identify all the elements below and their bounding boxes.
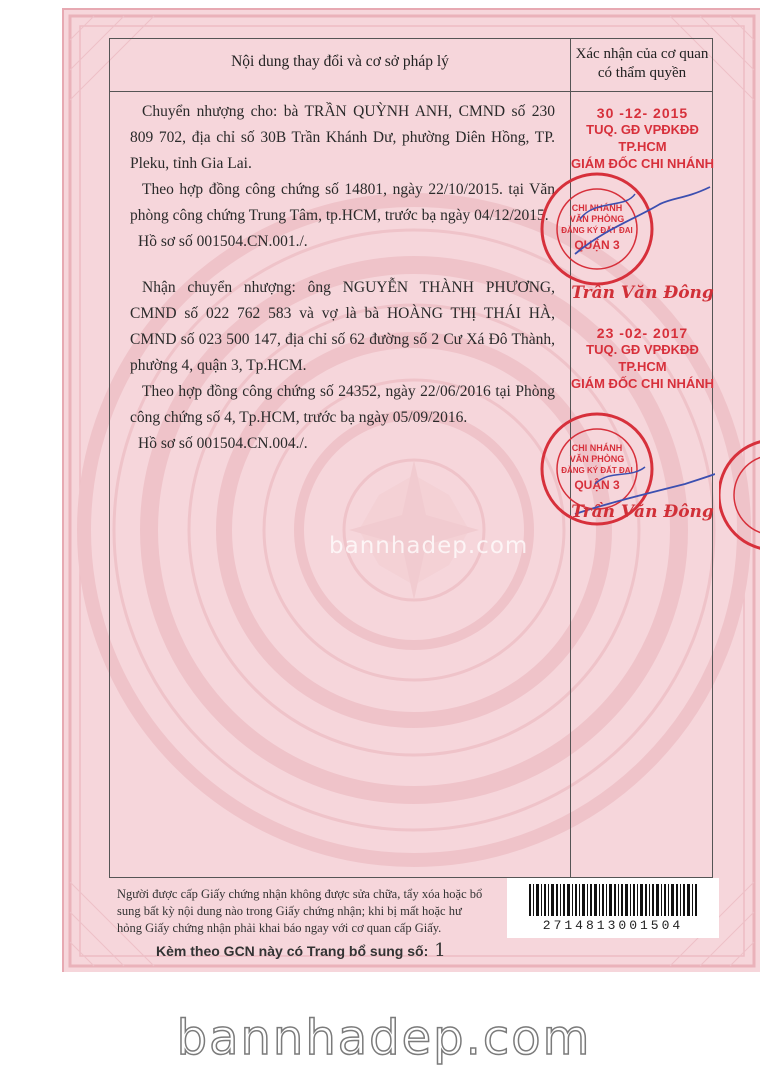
footer-notice: [117, 886, 512, 937]
signer-name: Trần Văn Đông: [571, 283, 714, 303]
seal-line-3: ĐĂNG KÝ ĐẤT ĐAI: [561, 466, 633, 475]
seal-line-4: QUẬN 3: [574, 238, 620, 252]
official-seal-1: [535, 159, 715, 299]
content-table: [109, 38, 713, 878]
signer-name-block-1: [571, 283, 714, 303]
header-content-basis: Nội dung thay đổi và cơ sở pháp lý: [231, 53, 449, 70]
seal-line-1: CHI NHÁNH: [571, 443, 623, 453]
signer-name-block-2: [571, 502, 714, 522]
contract-paragraph-2: Theo hợp đồng công chứng số 24352, ngày 22/06/2016 tại Phòng công chứng số 4, Tp.HCM, trước bạ ngày 05/09/2016.: [130, 383, 555, 426]
receive-transfer-paragraph: Nhận chuyển nhượng: ông NGUYỄN THÀNH PHƯƠNG, CMND số 022 762 583 và vợ là bà HOÀNG THỊ THÁI HÀ, CMND số 023 500 147, địa chỉ số 62 đường số 2 Cư Xá Đô Thành, phường 4, quận 3, Tp.HCM.: [130, 279, 555, 374]
confirmation-title: TUQ. GĐ VPĐKĐĐ TP.HCM: [586, 122, 699, 154]
header-authority-confirmation: [570, 45, 714, 83]
file-number-2: Hồ sơ số 001504.CN.004./.: [138, 435, 308, 452]
signer-name: Trần Văn Đông: [571, 502, 714, 522]
footer-notice-line3: hỏng Giấy chứng nhận phải khai báo ngay với cơ quan cấp Giấy.: [117, 921, 442, 935]
contract-paragraph-1: Theo hợp đồng công chứng số 14801, ngày 22/10/2015. tại Văn phòng công chứng Trung Tâm, tp.HCM, trước bạ ngày 04/12/2015.: [130, 181, 555, 224]
confirmation-position: GIÁM ĐỐC CHI NHÁNH: [571, 156, 714, 171]
supplement-label: Kèm theo GCN này có Trang bổ sung số:: [156, 943, 429, 959]
file-number-1: Hồ sơ số 001504.CN.001./.: [138, 233, 308, 250]
confirmation-title: TUQ. GĐ VPĐKĐĐ TP.HCM: [586, 342, 699, 374]
changes-content: [130, 99, 555, 457]
header-divider: [110, 91, 712, 92]
seal-line-1: CHI NHÁNH: [571, 203, 623, 213]
barcode-number: 2714813001504: [542, 918, 684, 933]
partial-seal-edge: [719, 430, 760, 560]
supplement-value: 1: [434, 940, 446, 961]
seal-line-3: ĐĂNG KÝ ĐẤT ĐAI: [561, 226, 633, 235]
seal-line-2: VĂN PHÒNG: [569, 214, 625, 224]
barcode-bars: [507, 878, 719, 918]
certificate-page: [62, 8, 760, 972]
seal-line-2: VĂN PHÒNG: [569, 454, 625, 464]
transfer-to-paragraph: Chuyển nhượng cho: bà TRẦN QUỲNH ANH, CMND số 230 809 702, địa chỉ số 30B Trần Khánh Dư, phường Diên Hồng, TP. Pleku, tỉnh Gia Lai.: [130, 103, 555, 172]
header-authority-line2: có thẩm quyền: [597, 65, 687, 81]
header-authority-line1: Xác nhận của cơ quan: [575, 46, 709, 62]
seal-line-4: QUẬN 3: [574, 478, 620, 492]
confirmation-block-2: [571, 325, 714, 392]
confirmation-date: 30 -12- 2015: [596, 105, 689, 121]
supplement-page-note: [156, 940, 446, 961]
watermark-center: bannhadep.com: [329, 533, 529, 559]
confirmation-date: 23 -02- 2017: [596, 325, 689, 341]
footer-notice-line2: sung bất kỳ nội dung nào trong Giấy chứng nhận; khi bị mất hoặc hư: [117, 904, 462, 918]
confirmation-position: GIÁM ĐỐC CHI NHÁNH: [571, 376, 714, 391]
footer-notice-line1: Người được cấp Giấy chứng nhận không được sửa chữa, tẩy xóa hoặc bổ: [117, 887, 483, 901]
watermark-bottom: bannhadep.com: [176, 1010, 592, 1066]
barcode: [507, 878, 719, 938]
